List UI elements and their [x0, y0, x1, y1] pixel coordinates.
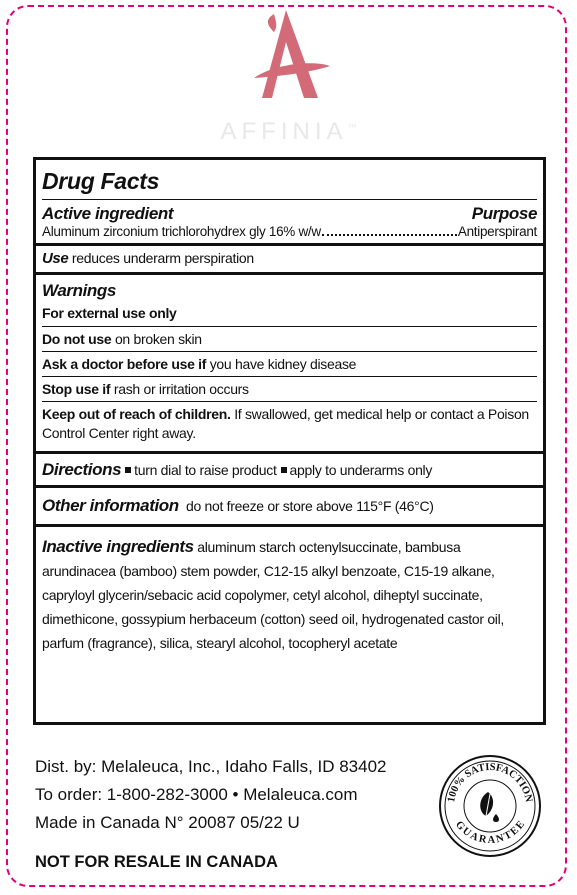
logo-a-icon: [234, 6, 344, 106]
seal-top-text: 100% SATISFACTION: [446, 761, 534, 804]
drug-facts-panel: [33, 157, 546, 725]
stop-use-label: Stop use if: [42, 381, 111, 397]
drug-facts-title: Drug Facts: [42, 168, 160, 194]
ask-doctor-label: Ask a doctor before use if: [42, 356, 207, 372]
stop-use-text: rash or irritation occurs: [113, 381, 249, 397]
directions-heading: Directions: [42, 460, 122, 479]
made-line: Made in Canada N° 20087 05/22 U: [35, 813, 300, 832]
other-info-heading: Other information: [42, 496, 179, 515]
do-not-use-label: Do not use: [42, 331, 112, 347]
resale-line: NOT FOR RESALE IN CANADA: [35, 853, 278, 871]
direction-2: apply to underarms only: [289, 462, 433, 478]
active-ingredient-heading: Active ingredient: [42, 204, 174, 223]
purpose-heading: Purpose: [471, 204, 537, 223]
purpose: Antiperspirant: [457, 224, 537, 239]
keep-out-label: Keep out of reach of children.: [42, 406, 231, 422]
ask-doctor-text: you have kidney disease: [209, 356, 357, 372]
use-heading: Use: [42, 250, 69, 267]
keep-out-text: If swallowed, get medical help or contact a Poison Control Center right away.: [42, 406, 529, 441]
brand-name: AFFINIA™: [220, 118, 357, 145]
satisfaction-seal: [438, 754, 542, 858]
order-line: To order: 1-800-282-3000 • Melaleuca.com: [35, 785, 358, 804]
seal-bottom-text: GUARANTEE: [453, 819, 528, 847]
direction-1: turn dial to raise product: [134, 462, 277, 478]
do-not-use-text: on broken skin: [114, 331, 202, 347]
external-use: For external use only: [42, 305, 177, 321]
affinia-logo: [0, 6, 577, 106]
use-text: reduces underarm perspiration: [71, 250, 254, 266]
dist-line: Dist. by: Melaleuca, Inc., Idaho Falls, ID 83402: [35, 757, 387, 776]
inactive-text: aluminum starch octenylsuccinate, bambusa arundinacea (bamboo) stem powder, C12-15 alkyl benzoate, C15-19 alkane, capryloyl glycerin/sebacic acid copolymer, cetyl alcohol, diheptyl succinate, dimethicone, gossypium herbaceum (cotton) seed oil, hydrogenated castor oil, parfum (fragrance), silica, stearyl alcohol, tocopheryl acetate: [42, 539, 505, 651]
other-info-text: do not freeze or store above 115°F (46°C): [185, 498, 434, 514]
active-ingredient: Aluminum zirconium trichlorohydrex gly 16% w/w: [42, 224, 321, 239]
warnings-heading: Warnings: [42, 281, 116, 300]
inactive-heading: Inactive ingredients: [42, 537, 194, 556]
